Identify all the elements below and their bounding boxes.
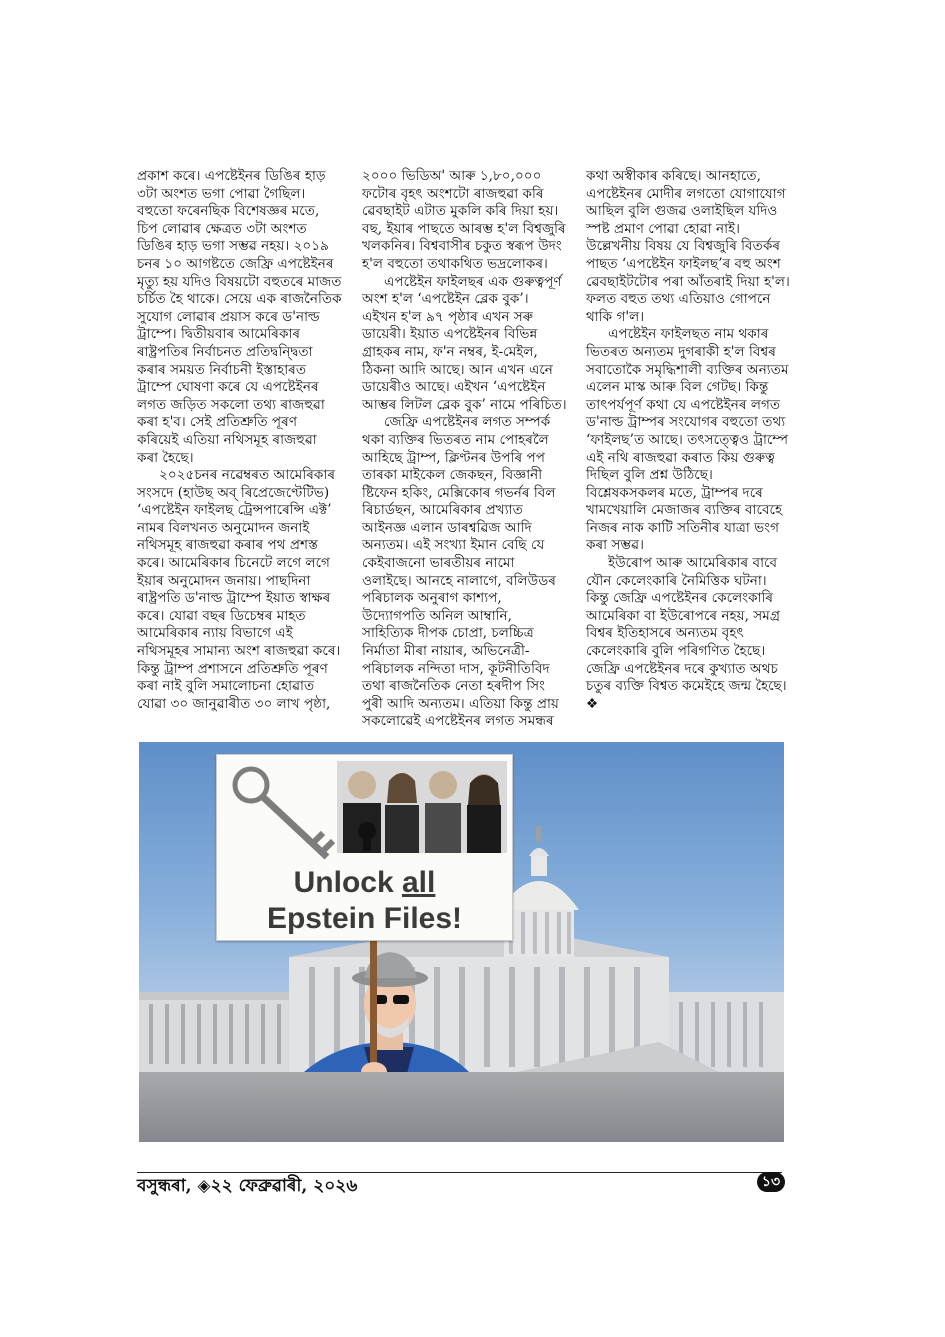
paragraph: ২০০০ ভিডিঅ' আৰু ১,৮০,০০০ ফটোৰ বৃহৎ অংশটো ৰাজহুৱা কৰি ৱেবছাইট এটাত মুকলি কৰি দিয়া হয়। বছ, ইয়াৰ পাছতে আৰম্ভ হ'ল বিশ্বজুৰি খলকনিৰ। বিশ্ববাসীৰ চকুত স্বৰূপ উদং হ'ল বহুতো তথাকথিত ভদ্ৰলোকৰ। [362,168,566,272]
paragraph: প্ৰকাশ কৰে। এপষ্টেইনৰ ডিঙিৰ হাড় ৩টা অংশত ভগা পোৱা গৈছিল। বহুতো ফৰেনছিক বিশেষজ্ঞৰ মতে, চিপ লোৱাৰ ক্ষেত্ৰত ৩টা অংশত ডিঙিৰ হাড় ভগা সম্ভৱ নহয়। ২০১৯ চনৰ ১০ আগষ্টতে জেফ্ৰি এপষ্টেইনৰ মৃত্যু হয় যদিও বিষয়টো বহুতৰে মাজত চৰ্চিত হৈ থাকে। সেয়ে এক ৰাজনৈতিক সুযোগ লোৱাৰ প্ৰয়াস কৰে ড'নাল্ড ট্ৰাম্পে। দ্বিতীয়বাৰ আমেৰিকাৰ ৰাষ্ট্ৰপতিৰ নিৰ্বাচনত প্ৰতিদ্বন্দ্বিতা কৰাৰ সময়ত নিৰ্বাচনী ইস্তাহাৰত ট্ৰাম্পে ঘোষণা কৰে যে এপষ্টেইনৰ লগত জড়িত সকলো তথ্য ৰাজহুৱা কৰা হ'ব। সেই প্ৰতিশ্ৰুতি পূৰণ কৰিয়েই এতিয়া নথিসমূহ ৰাজহুৱা কৰা হৈছে। [137,168,342,466]
page-number: ১৩ [757,1172,785,1192]
paragraph: ইউৰোপ আৰু আমেৰিকাৰ বাবে যৌন কেলেংকাৰি নৈমিত্তিক ঘটনা। কিন্তু জেফ্ৰি এপষ্টেইনৰ কেলেংকাৰি আমেৰিকা বা ইউৰোপৰে নহয়, সমগ্ৰ বিশ্বৰ ইতিহাসৰে অন্যতম বৃহৎ কেলেংকাৰি বুলি পৰিগণিত হৈছে। জেফ্ৰি এপষ্টেইনৰ দৰে কুখ্যাত অথচ চতুৰ ব্যক্তি বিশ্বত কমেইহে জন্ম হৈছে। ❖ [586,555,787,712]
key-icon [227,761,352,866]
protest-photo [139,742,784,1142]
article-column-3 [586,168,791,713]
article-column-2 [362,168,567,731]
sign-slogan: Unlock all Epstein Files! [266,866,463,935]
footer-masthead [137,1173,357,1201]
article-column-1 [137,168,342,713]
issue-date: ◈২২ ফেব্ৰুৱাৰী, ২০২৬ [197,1176,358,1196]
paragraph: এপষ্টেইন ফাইলছত নাম থকাৰ ভিতৰত অন্যতম দুগৰাকী হ'ল বিশ্বৰ সবাতোকৈ সমৃদ্ধিশালী ব্যক্তিৰ অন্যতম এলেন মাস্ক আৰু বিল গেটছ। কিন্তু তাৎপৰ্যপূৰ্ণ কথা যে এপষ্টেইনৰ লগত ড'নাল্ড ট্ৰাম্পৰ সংযোগৰ বহুতো তথ্য ‘ফাইলছ’ত আছে। তৎসত্ত্বেও ট্ৰাম্পে এই নথি ৰাজহুৱা কৰাত কিয় গুৰুত্ব দিছিল বুলি প্ৰশ্ন উঠিছে। বিশ্লেষকসকলৰ মতে, ট্ৰাম্পৰ দৰে খামখেয়ালি মেজাজৰ ব্যক্তিৰ বাবেহে নিজৰ নাক কাটি সতিনীৰ যাত্ৰা ভংগ কৰা সম্ভৱ। [586,326,789,554]
magazine-name: বসুন্ধৰা, [137,1176,192,1196]
plaza-ground [139,1072,784,1142]
paragraph: ২০২৫চনৰ নৱেম্বৰত আমেৰিকাৰ সংসদে (হাউছ অব্ ৰিপ্ৰেজেণ্টেটিভ) ‘এপষ্টেইন ফাইলছ ট্ৰেন্সপাৰেন্সি এক্ট’ নামৰ বিলখনত অনুমোদন জনাই নথিসমূহ ৰাজহুৱা কৰাৰ পথ প্ৰশস্ত কৰে। আমেৰিকাৰ চিনেটে লগে লগে ইয়াৰ অনুমোদন জনায়। পাছদিনা ৰাষ্ট্ৰপতি ড'নাল্ড ট্ৰাম্পে ইয়াত স্বাক্ষৰ কৰে। যোৱা বছৰ ডিচেম্বৰ মাহত আমেৰিকাৰ ন্যায় বিভাগে এই নথিসমূহৰ সামান্য অংশ ৰাজহুৱা কৰে। কিন্তু ট্ৰাম্প প্ৰশাসনে প্ৰতিশ্ৰুতি পূৰণ কৰা নাই বুলি সমালোচনা হোৱাত যোৱা ৩০ জানুৱাৰীত ৩০ লাখ পৃষ্ঠা, [137,467,341,712]
protest-sign [216,754,513,941]
paragraph: জেফ্ৰি এপষ্টেইনৰ লগত সম্পৰ্ক থকা ব্যক্তিৰ ভিতৰত নাম পোহৰলৈ আহিছে ট্ৰাম্প, ক্লিণ্টনৰ উপৰি পপ তাৰকা মাইকেল জেকছন, বিজ্ঞানী ষ্টিফেন হকিং, মেক্সিকোৰ গভৰ্নৰ বিল ৰিচাৰ্ডছন, আমেৰিকাৰ প্ৰখ্যাত আইনজ্ঞ এলান ডাৰশ্বৱিজ আদি অন্যতম। এই সংখ্যা ইমান বেছি যে কেইবাজনো ভাৰতীয়ৰ নামো ওলাইছে। আনহে নালাগে, বলিউডৰ পৰিচালক অনুৰাগ কাশ্যপ, উদ্যোগপতি অনিল আম্বানি, সাহিত্যিক দীপক চোপ্ৰা, চলচ্চিত্ৰ নিৰ্মাতা মীৰা নায়াৰ, অভিনেত্ৰী-পৰিচালক নন্দিতা দাস, কূটনীতিবিদ তথা ৰাজনৈতিক নেতা হৰদীপ সিং পুৰী আদি অন্যতম। এতিয়া কিন্তু প্ৰায় সকলোৱেই এপষ্টেইনৰ লগত সমন্ধৰ [362,414,559,730]
group-photo-illustration [337,761,507,853]
paragraph: কথা অস্বীকাৰ কৰিছে। আনহাতে, এপষ্টেইনৰ মোদীৰ লগতো যোগাযোগ আছিল বুলি গুজৱ ওলাইছিল যদিও স্পষ্ট প্ৰমাণ পোৱা হোৱা নাই। উল্লেখনীয় বিষয় যে বিশ্বজুৰি বিতৰ্কৰ পাছত ‘এপষ্টেইন ফাইলছ’ৰ বহু অংশ ৱেবছাইটটোৰ পৰা আঁতৰাই দিয়া হ'ল। ফলত বহুত তথ্য এতিয়াও গোপনে থাকি গ'ল। [586,168,790,325]
paragraph: এপষ্টেইন ফাইলছৰ এক গুৰুত্বপূৰ্ণ অংশ হ'ল ‘এপষ্টেইন ব্লেক বুক’। এইখন হ'ল ৯৭ পৃষ্ঠাৰ এখন সৰু ডায়েৰী। ইয়াত এপষ্টেইনৰ বিভিন্ন গ্ৰাহকৰ নাম, ফ'ন নম্বৰ, ই-মেইল, ঠিকনা আদি আছে। আন এখন এনে ডায়েৰীও আছে। এইখন ‘এপষ্টেইন আম্ভৰ লিটল ব্লেক বুক’ নামে পৰিচিত। [362,273,567,413]
